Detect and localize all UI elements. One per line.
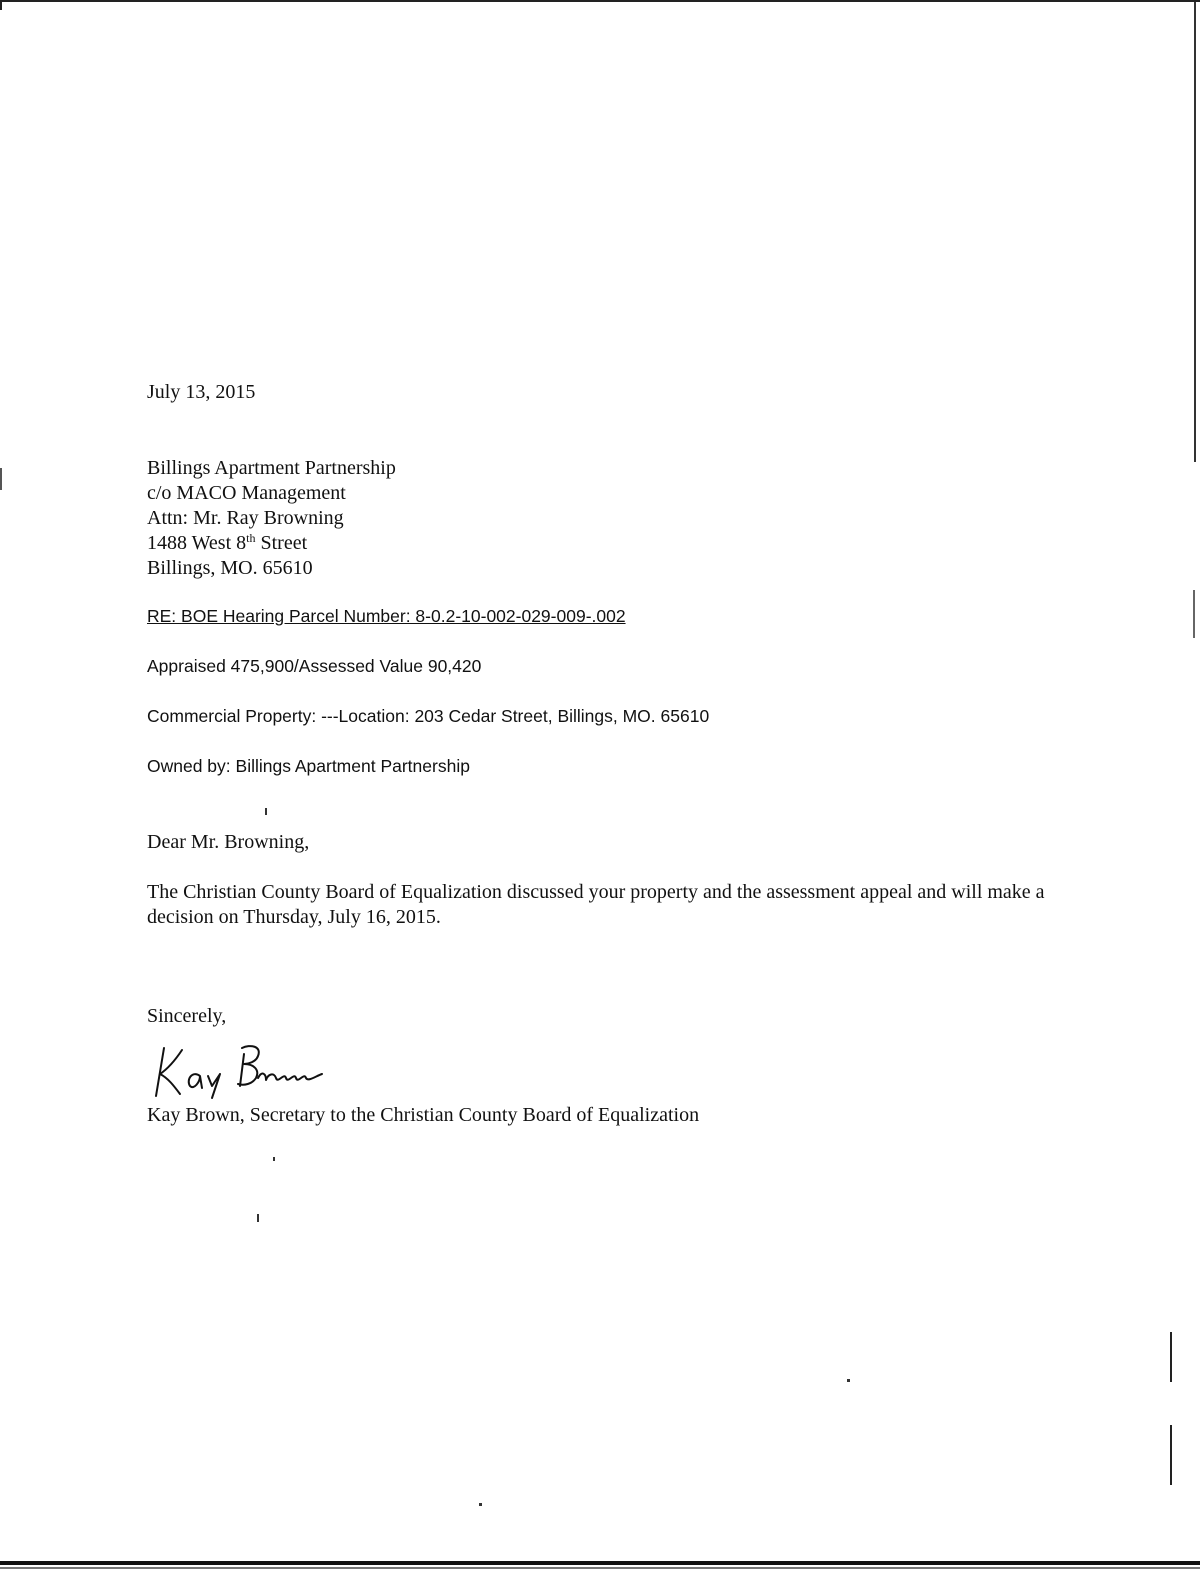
scan-speck — [273, 1157, 275, 1161]
ordinal-suffix: th — [246, 531, 256, 545]
scan-mark — [0, 468, 2, 490]
scan-border-right — [1194, 2, 1196, 462]
recipient-city: Billings, MO. 65610 — [147, 557, 313, 579]
street-name: Street — [255, 532, 308, 554]
scan-border-top — [0, 0, 1200, 2]
recipient-address — [147, 456, 396, 581]
scan-border-bottom — [0, 1567, 1200, 1569]
closing: Sincerely, — [147, 1005, 227, 1027]
body-paragraph: The Christian County Board of Equalization discussed your property and the assessment appeal and will make a decision on Thursday, July 16, 2015. — [147, 881, 1045, 928]
scan-mark — [1193, 590, 1195, 638]
appraised-value-line: Appraised 475,900/Assessed Value 90,420 — [147, 656, 482, 676]
property-location-line: Commercial Property: ---Location: 203 Cedar Street, Billings, MO. 65610 — [147, 706, 710, 726]
recipient-line: c/o MACO Management — [147, 482, 346, 504]
scan-speck — [479, 1503, 482, 1506]
scan-speck — [265, 808, 267, 815]
street-number: 1488 West 8 — [147, 532, 247, 554]
scan-speck — [257, 1214, 259, 1222]
scan-mark — [1170, 1332, 1172, 1382]
salutation: Dear Mr. Browning, — [147, 831, 310, 853]
subject-line: RE: BOE Hearing Parcel Number: 8-0.2-10-002-029-009-.002 — [147, 606, 626, 626]
signer-name-title: Kay Brown, Secretary to the Christian County Board of Equalization — [147, 1104, 700, 1126]
scan-border-bottom — [0, 1561, 1200, 1565]
owner-line: Owned by: Billings Apartment Partnership — [147, 756, 470, 776]
letter-date: July 13, 2015 — [147, 381, 256, 403]
recipient-street — [147, 531, 396, 556]
recipient-line: Billings Apartment Partnership — [147, 457, 396, 479]
scan-speck — [847, 1379, 850, 1382]
scan-mark — [1170, 1425, 1172, 1485]
scan-mark — [0, 0, 2, 10]
handwritten-signature — [150, 1040, 340, 1102]
recipient-line: Attn: Mr. Ray Browning — [147, 507, 344, 529]
